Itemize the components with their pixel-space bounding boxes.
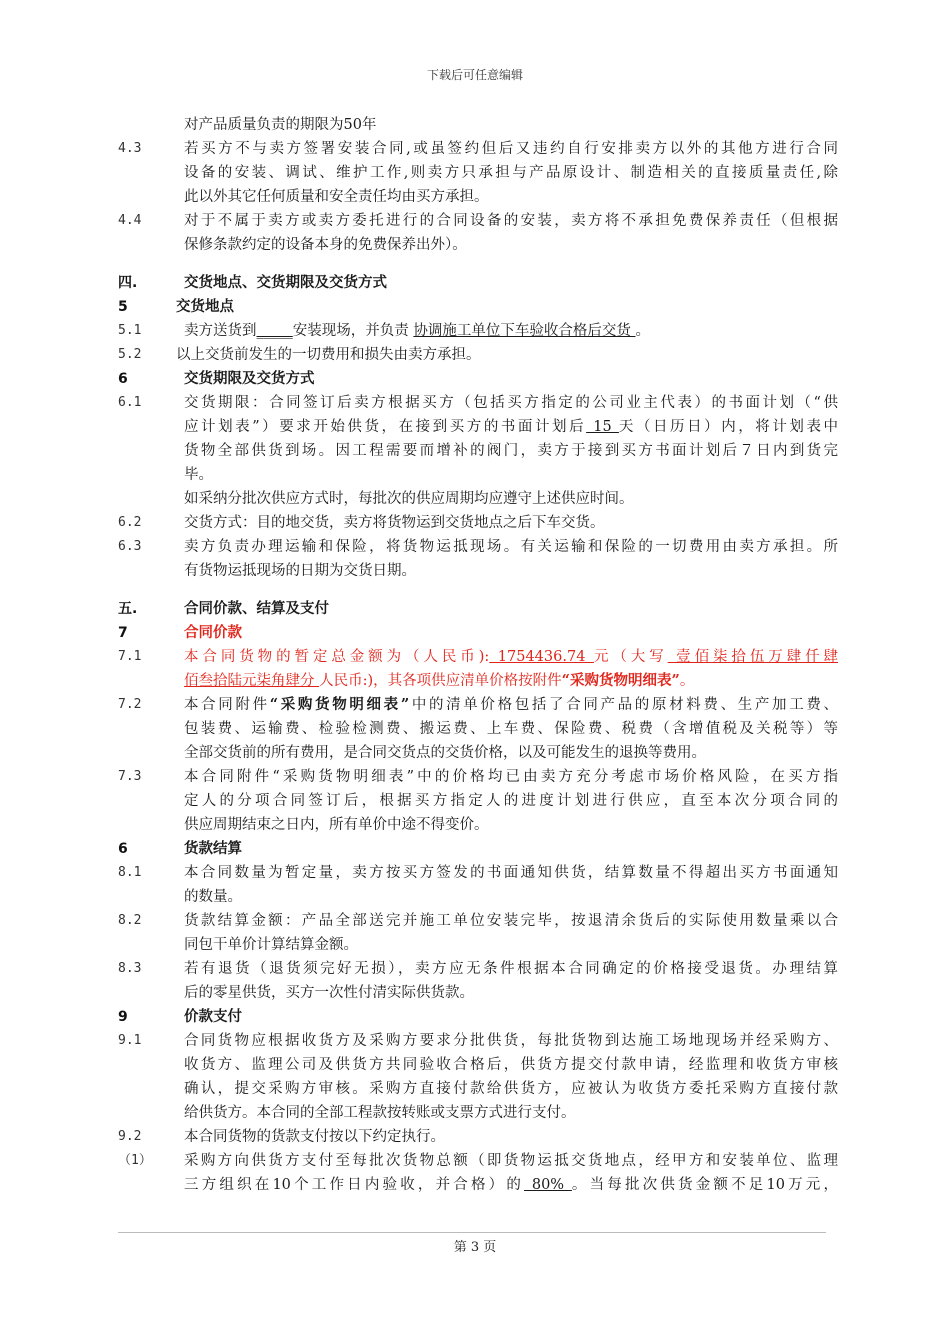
filled-blank: 1754436.74 [489, 649, 594, 665]
document-body [118, 113, 838, 1197]
text-run: 的数量。 [184, 889, 242, 905]
text-run: 价款支付 [184, 1008, 242, 1025]
document-line [118, 1101, 838, 1125]
clause-text [184, 909, 838, 933]
clause-text [184, 161, 838, 185]
footer-divider [118, 1232, 826, 1233]
text-run: 安装现场，并负责 [292, 323, 414, 339]
document-line [118, 1053, 838, 1077]
text-run: 对产品质量负责的期限为50年 [184, 117, 377, 133]
document-line [118, 645, 838, 669]
text-run: 给供货方。本合同的全部工程款按转账或支票方式进行支付。 [184, 1105, 576, 1121]
text-run: 全部交货前的所有费用，是合同交货点的交货价格，以及可能发生的退换等费用。 [184, 745, 706, 761]
text-run: 交货地点、交货期限及交货方式 [184, 274, 387, 291]
document-line [118, 487, 838, 511]
clause-text [184, 837, 838, 861]
text-run: 对于不属于卖方或卖方委托进行的合同设备的安装，卖方将不承担免费保养责任（但根据 [184, 213, 838, 229]
text-run: 本合同数量为暂定量，卖方按买方签发的书面通知供货，结算数量不得超出买方书面通知 [184, 865, 838, 881]
clause-text [184, 511, 838, 535]
clause-number: 9.1 [118, 1033, 142, 1048]
filled-blank: 15 [586, 419, 619, 435]
text-run: 货款结算金额：产品全部送完并施工单位安装完毕，按退清余货后的实际使用数量乘以合 [184, 913, 838, 929]
text-run: 中的清单价格包括了合同产品的原材料费、生产加工费、 [409, 697, 838, 713]
document-line [118, 1125, 838, 1149]
document-line [118, 271, 838, 295]
text-run: 。 [679, 673, 695, 689]
text-run: 包装费、运输费、检验检测费、搬运费、上车费、保险费、税费（含增值税及关税等）等 [184, 721, 838, 737]
clause-text [176, 295, 838, 319]
clause-text [184, 645, 838, 669]
clause-number: 9 [118, 1009, 128, 1025]
document-line [118, 693, 838, 717]
clause-number: 4.3 [118, 141, 142, 156]
document-line [118, 161, 838, 185]
clause-text [184, 209, 838, 233]
text-run: 天（日历日）内，将计划表中 [618, 419, 839, 435]
document-line [118, 621, 838, 645]
document-line [118, 535, 838, 559]
text-run: “采购货物明细表” [561, 672, 680, 689]
document-line [118, 909, 838, 933]
document-line [118, 137, 838, 161]
clause-text [184, 1029, 838, 1053]
text-run: 交货地点 [176, 298, 234, 315]
clause-text [184, 463, 838, 487]
clause-number: 6 [118, 371, 128, 387]
document-line [118, 741, 838, 765]
clause-text [184, 597, 838, 621]
document-line [118, 981, 838, 1005]
clause-text [184, 741, 838, 765]
clause-number: 5 [118, 299, 128, 315]
clause-text [184, 487, 838, 511]
document-line [118, 957, 838, 981]
document-line [118, 391, 838, 415]
document-line [118, 861, 838, 885]
clause-text [184, 861, 838, 885]
text-run: 交货方式：目的地交货，卖方将货物运到交货地点之后下车交货。 [184, 515, 605, 531]
text-run: 合同价款、结算及支付 [184, 600, 329, 617]
text-run: 收货方、监理公司及供货方共同验收合格后，供货方提交付款申请，经监理和收货方审核 [184, 1057, 838, 1073]
clause-number: 5.1 [118, 323, 142, 338]
clause-text [184, 621, 838, 645]
page-number: 第 3 页 [453, 1240, 497, 1255]
text-run: 元（大写 [593, 649, 668, 665]
text-run: 本合同附件“采购货物明细表”中的价格均已由卖方充分考虑市场价格风险，在买方指 [184, 769, 838, 785]
clause-text [184, 1101, 838, 1125]
text-run: 设备的安装、调试、维护工作,则卖方只承担与产品原设计、制造相关的直接质量责任,除 [184, 165, 838, 181]
clause-text [184, 1173, 838, 1197]
text-run: 后的零星供货，买方一次性付清实际供货款。 [184, 985, 474, 1001]
clause-text [184, 885, 838, 909]
clause-number: 四. [118, 275, 138, 291]
text-run: 若买方不与卖方签署安装合同,或虽签约但后又违约自行安排卖方以外的其他方进行合同 [184, 141, 838, 157]
document-line [118, 669, 838, 693]
document-line [118, 765, 838, 789]
clause-number: 7.1 [118, 649, 142, 664]
text-run: 供应周期结束之日内，所有单价中途不得变价。 [184, 817, 489, 833]
text-run: 以上交货前发生的一切费用和损失由卖方承担。 [176, 347, 481, 363]
text-run: 有货物运抵现场的日期为交货日期。 [184, 563, 416, 579]
section-gap [118, 583, 838, 597]
document-line [118, 813, 838, 837]
document-line [118, 463, 838, 487]
clause-text [184, 233, 838, 257]
clause-text [184, 765, 838, 789]
clause-number: 8.1 [118, 865, 142, 880]
document-line [118, 1005, 838, 1029]
clause-number: 6.3 [118, 539, 142, 554]
text-run: 卖方送货到 [184, 323, 257, 339]
clause-text [184, 1005, 838, 1029]
filled-blank: 80% [524, 1177, 572, 1193]
section-gap [118, 257, 838, 271]
text-run: 本合同货物的货款支付按以下约定执行。 [184, 1129, 445, 1145]
document-line [118, 233, 838, 257]
clause-text [184, 367, 838, 391]
text-run: 确认，提交采购方审核。采购方直接付款给供货方，应被认为收货方委托采购方直接付款 [184, 1081, 838, 1097]
document-line [118, 185, 838, 209]
text-run: 定人的分项合同签订后，根据买方指定人的进度计划进行供应，直至本次分项合同的 [184, 793, 838, 809]
clause-number: 9.2 [118, 1129, 142, 1144]
clause-text [184, 957, 838, 981]
text-run: 合同价款 [184, 624, 242, 641]
text-run: 。当每批次供货金额不足10万元， [571, 1177, 838, 1193]
document-line [118, 367, 838, 391]
clause-text [184, 137, 838, 161]
document-line [118, 343, 838, 367]
text-run: 合同货物应根据收货方及采购方要求分批供货，每批货物到达施工场地现场并经采购方、 [184, 1033, 838, 1049]
text-run: 交货期限及交货方式 [184, 370, 315, 387]
text-run: 交货期限：合同签订后卖方根据买方（包括买方指定的公司业主代表）的书面计划（“供 [184, 395, 838, 411]
text-run: 人民币:)，其各项供应清单价格按附件 [319, 673, 562, 689]
clause-number: 6.1 [118, 395, 142, 410]
text-run: 同包干单价计算结算金额。 [184, 937, 358, 953]
document-line [118, 415, 838, 439]
clause-number: 6 [118, 841, 128, 857]
clause-text [184, 1053, 838, 1077]
filled-blank: 佰叁拾陆元柒角肆分 [184, 673, 320, 689]
text-run: 卖方负责办理运输和保险，将货物运抵现场。有关运输和保险的一切费用由卖方承担。所 [184, 539, 838, 555]
text-run: 如采纳分批次供应方式时，每批次的供应周期均应遵守上述供应时间。 [184, 491, 634, 507]
document-line [118, 885, 838, 909]
document-line [118, 319, 838, 343]
document-line [118, 1173, 838, 1197]
document-line [118, 717, 838, 741]
text-run: 三方组织在10个工作日内验收，并合格）的 [184, 1177, 525, 1193]
text-run: 若有退货（退货须完好无损），卖方应无条件根据本合同确定的价格接受退货。办理结算 [184, 961, 838, 977]
document-line [118, 511, 838, 535]
document-line [118, 559, 838, 583]
clause-text [184, 693, 838, 717]
clause-text [184, 717, 838, 741]
clause-number: 7.3 [118, 769, 142, 784]
clause-number: 5.2 [118, 347, 142, 362]
clause-number: 4.4 [118, 213, 142, 228]
clause-text [184, 271, 838, 295]
document-line [118, 789, 838, 813]
clause-text [184, 933, 838, 957]
filled-blank: 壹佰柒拾伍万肆仟肆 [667, 649, 839, 665]
clause-text [184, 439, 838, 463]
clause-text [184, 391, 838, 415]
clause-number: 7 [118, 625, 128, 641]
document-line [118, 933, 838, 957]
document-line [118, 209, 838, 233]
text-run: “采购货物明细表” [269, 696, 410, 713]
clause-text [184, 415, 838, 439]
text-run: 。 [635, 323, 650, 339]
clause-number: 8.3 [118, 961, 142, 976]
document-line [118, 113, 838, 137]
text-run: 毕。 [184, 467, 213, 483]
filled-blank: _____ [256, 323, 293, 339]
text-run: 货物全部供货到场。因工程需要而增补的阀门，卖方于接到买方书面计划后７日内到货完 [184, 443, 838, 459]
clause-number: 6.2 [118, 515, 142, 530]
document-line [118, 1029, 838, 1053]
document-line [118, 295, 838, 319]
clause-text [184, 113, 838, 137]
clause-number: 五. [118, 601, 138, 617]
clause-text [184, 185, 838, 209]
clause-number: 8.2 [118, 913, 142, 928]
clause-text [184, 669, 838, 693]
text-run: 应计划表”）要求开始供货，在接到买方的书面计划后 [184, 419, 587, 435]
clause-text [184, 1125, 838, 1149]
clause-text [184, 535, 838, 559]
clause-text [184, 559, 838, 583]
clause-text [184, 813, 838, 837]
clause-number: 7.2 [118, 697, 142, 712]
clause-text [184, 319, 838, 343]
text-run: 货款结算 [184, 840, 242, 857]
text-run: 保修条款约定的设备本身的免费保养出外）。 [184, 237, 467, 253]
clause-text [184, 789, 838, 813]
document-line [118, 439, 838, 463]
clause-text [176, 343, 838, 367]
text-run: 采购方向供货方支付至每批次货物总额（即货物运抵交货地点，经甲方和安装单位、监理 [184, 1153, 838, 1169]
document-line [118, 1149, 838, 1173]
clause-number: （1） [118, 1153, 152, 1168]
clause-text [184, 1077, 838, 1101]
text-run: 本合同附件 [184, 697, 270, 713]
document-line [118, 597, 838, 621]
clause-text [184, 1149, 838, 1173]
header-note: 下载后可任意编辑 [426, 68, 523, 82]
clause-text [184, 981, 838, 1005]
filled-blank: 协调施工单位下车验收合格后交货 [413, 323, 636, 339]
document-line [118, 1077, 838, 1101]
document-line [118, 837, 838, 861]
text-run: 此以外其它任何质量和安全责任均由买方承担。 [184, 189, 489, 205]
text-run: 本合同货物的暂定总金额为（人民币): [184, 649, 490, 665]
